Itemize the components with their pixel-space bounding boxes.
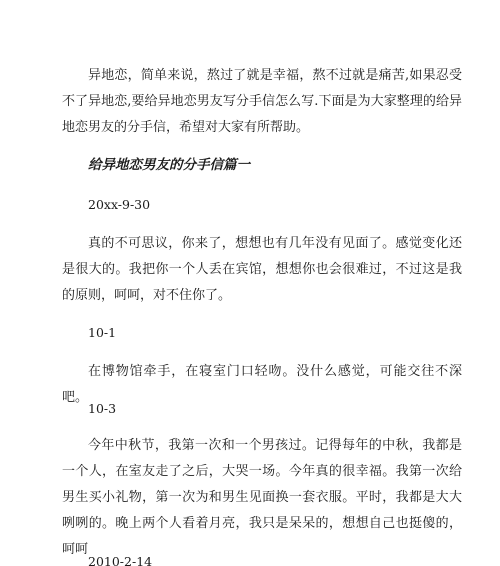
entry-paragraph: 今年中秋节，我第一次和一个男孩过。记得每年的中秋，我都是一个人，在室友走了之后，大哭一场。今年真的很幸福。我第一次给男生买小礼物，第一次为和男生见面换一套衣服。平时，我都是大大咧咧的。晚上两个人看着月亮，我只是呆呆的，想想自己也挺傻的，呵呵 [62, 438, 462, 557]
intro-paragraph: 异地恋，简单来说，熬过了就是幸福，熬不过就是痛苦,如果忍受不了异地恋,要给异地恋男友写分手信怎么写.下面是为大家整理的给异地恋男友的分手信，希望对大家有所帮助。 [62, 68, 462, 135]
entry-date: 20xx-9-30 [88, 197, 151, 212]
entry-paragraph: 在博物馆牵手，在寝室门口轻吻。没什么感觉，可能交往不深吧。 [62, 364, 462, 405]
entry-paragraph: 真的不可思议，你来了，想想也有几年没有见面了。感觉变化还是很大的。我把你一个人丢在宾馆，想想你也会很难过，不过这是我的原则，呵呵，对不住你了。 [62, 236, 462, 303]
entry-date: 10-1 [88, 325, 117, 340]
section-heading: 给异地恋男友的分手信篇一 [88, 157, 250, 173]
entry-date: 2010-2-14 [88, 554, 153, 566]
entry-date: 10-3 [88, 401, 117, 416]
